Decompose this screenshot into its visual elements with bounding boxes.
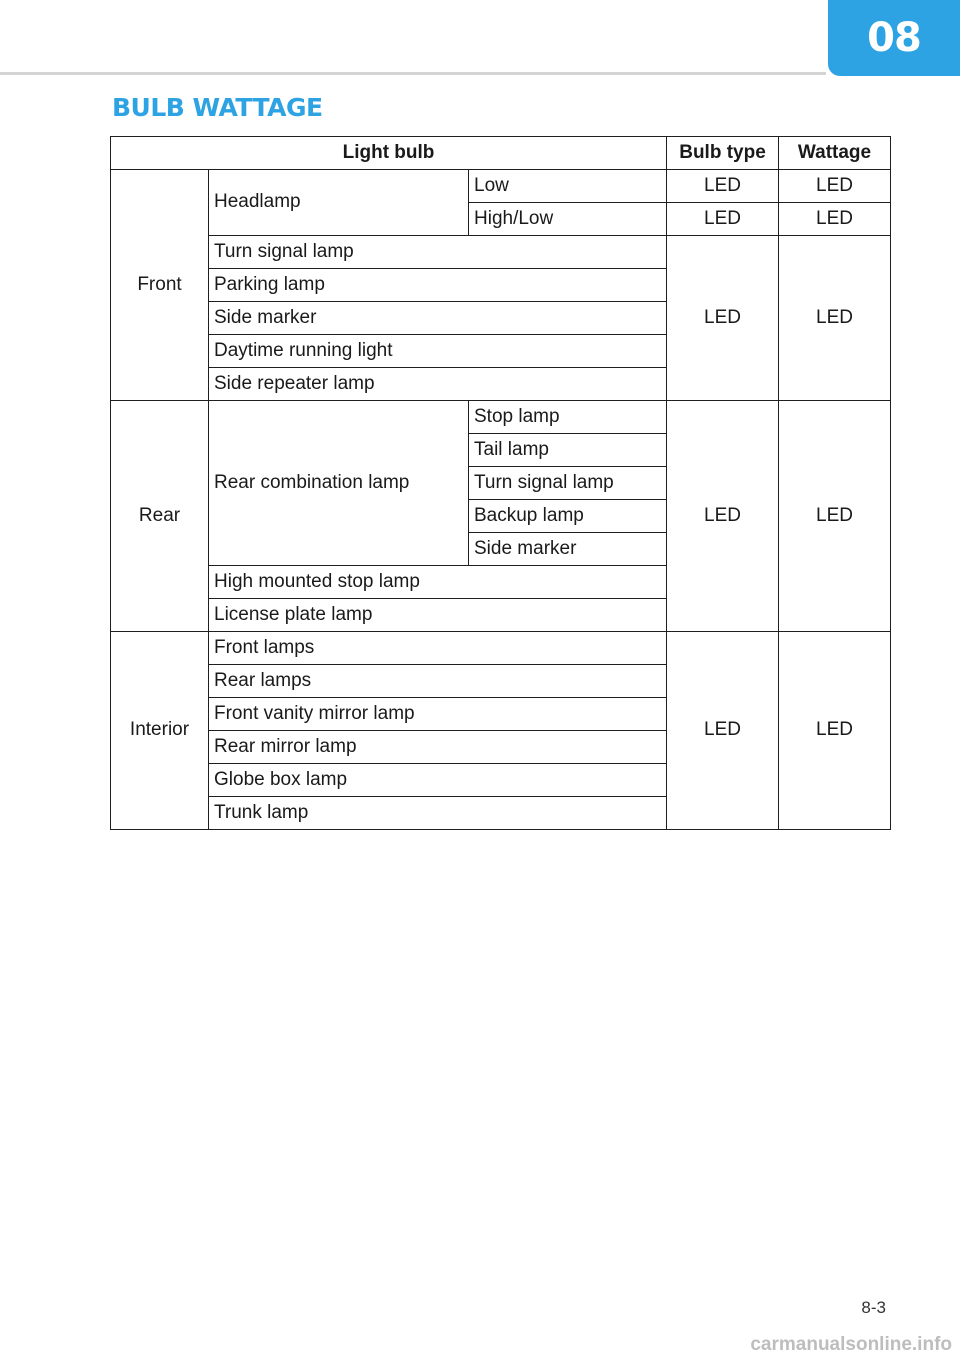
- rear-item: License plate lamp: [209, 599, 667, 632]
- front-item: Side marker: [209, 302, 667, 335]
- group-rear: Rear: [111, 401, 209, 632]
- headlamp-low: Low: [469, 170, 667, 203]
- group-interior: Interior: [111, 632, 209, 830]
- section-title: BULB WATTAGE: [112, 93, 323, 122]
- chapter-tab: 08: [828, 0, 960, 76]
- bulb-type-cell: LED: [667, 401, 779, 632]
- headlamp-label: Headlamp: [209, 170, 469, 236]
- table-header-row: [111, 137, 891, 170]
- rear-combination-item: Backup lamp: [469, 500, 667, 533]
- rear-combination-item: Tail lamp: [469, 434, 667, 467]
- page-number: 8-3: [861, 1298, 886, 1317]
- bulb-type-cell: LED: [667, 236, 779, 401]
- front-item: Turn signal lamp: [209, 236, 667, 269]
- table-row: [111, 170, 891, 203]
- wattage-cell: LED: [779, 170, 891, 203]
- table-row: [111, 401, 891, 434]
- rear-combination-label: Rear combination lamp: [209, 401, 469, 566]
- interior-item: Front vanity mirror lamp: [209, 698, 667, 731]
- front-item: Parking lamp: [209, 269, 667, 302]
- interior-item: Rear mirror lamp: [209, 731, 667, 764]
- interior-item: Front lamps: [209, 632, 667, 665]
- bulb-type-cell: LED: [667, 632, 779, 830]
- table-row: [111, 236, 891, 269]
- interior-item: Rear lamps: [209, 665, 667, 698]
- wattage-cell: LED: [779, 632, 891, 830]
- front-item: Daytime running light: [209, 335, 667, 368]
- front-item: Side repeater lamp: [209, 368, 667, 401]
- watermark: carmanualsonline.info: [750, 1334, 952, 1355]
- header-rule: [0, 72, 826, 75]
- interior-item: Trunk lamp: [209, 797, 667, 830]
- header-bulb-type: Bulb type: [667, 137, 779, 170]
- headlamp-high-low: High/Low: [469, 203, 667, 236]
- bulb-type-cell: LED: [667, 203, 779, 236]
- rear-combination-item: Turn signal lamp: [469, 467, 667, 500]
- bulb-type-cell: LED: [667, 170, 779, 203]
- header-wattage: Wattage: [779, 137, 891, 170]
- rear-combination-item: Side marker: [469, 533, 667, 566]
- interior-item: Globe box lamp: [209, 764, 667, 797]
- rear-combination-item: Stop lamp: [469, 401, 667, 434]
- bulb-wattage-table: [110, 136, 891, 830]
- group-front: Front: [111, 170, 209, 401]
- rear-item: High mounted stop lamp: [209, 566, 667, 599]
- table-row: [111, 632, 891, 665]
- wattage-cell: LED: [779, 236, 891, 401]
- wattage-cell: LED: [779, 203, 891, 236]
- header-light-bulb: Light bulb: [111, 137, 667, 170]
- wattage-cell: LED: [779, 401, 891, 632]
